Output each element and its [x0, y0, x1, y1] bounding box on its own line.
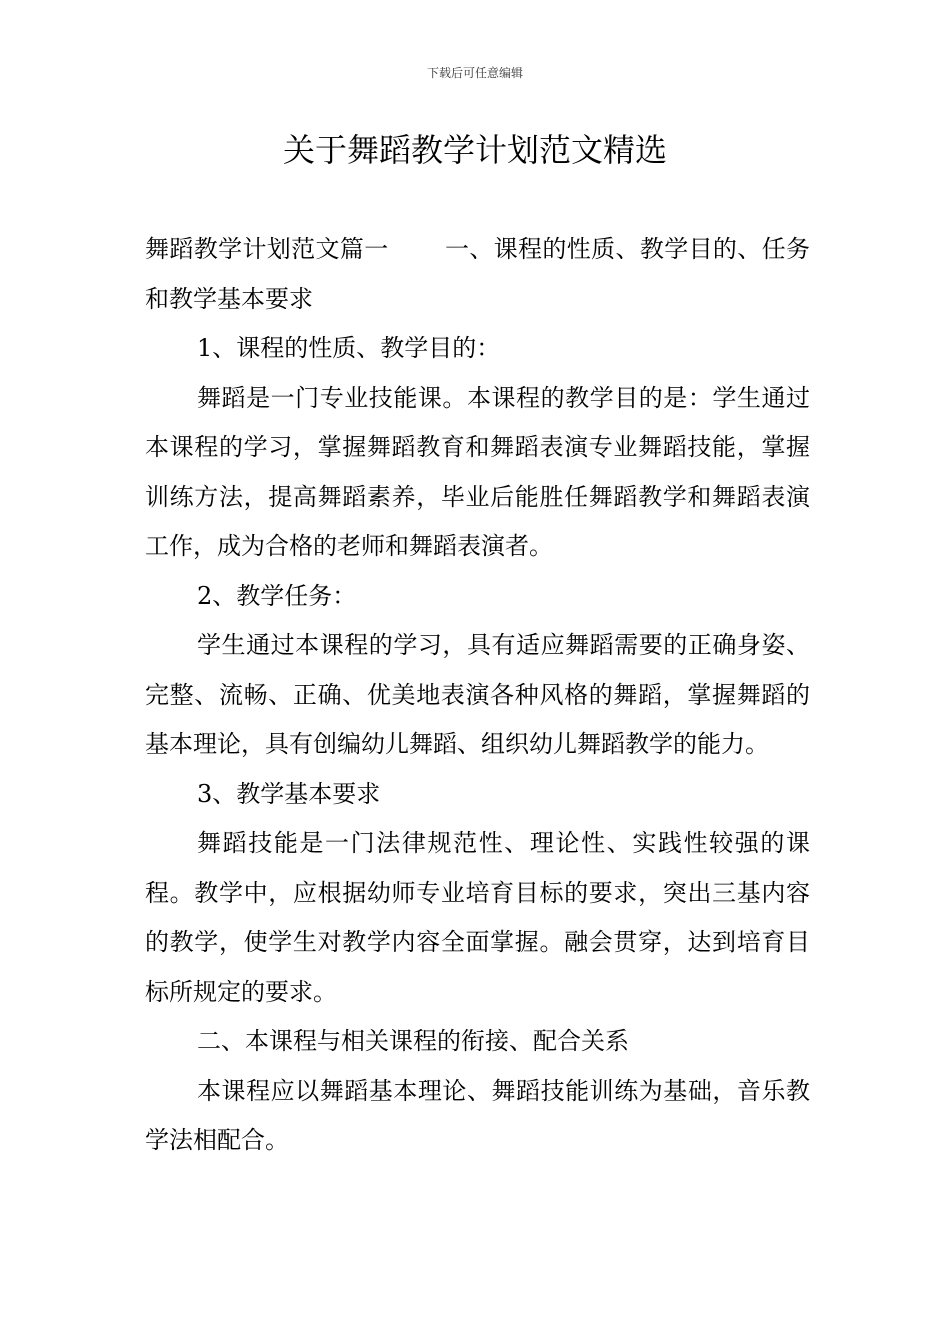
document-body [145, 225, 810, 1166]
paragraph: 学生通过本课程的学习，具有适应舞蹈需要的正确身姿、完整、流畅、正确、优美地表演各种风格的舞蹈，掌握舞蹈的基本理论，具有创编幼儿舞蹈、组织幼儿舞蹈教学的能力。 [145, 631, 810, 758]
section-heading: 二、本课程与相关课程的衔接、配合关系 [197, 1027, 629, 1055]
intro-section-heading: 一、课程的性质、教学目的、任务和教学基本要求 [145, 235, 811, 313]
paragraph: 舞蹈是一门专业技能课。本课程的教学目的是：学生通过本课程的学习，掌握舞蹈教育和舞蹈表演专业舞蹈技能，掌握训练方法，提高舞蹈素养，毕业后能胜任舞蹈教学和舞蹈表演工作，成为合格的老师和舞蹈表演者。 [145, 383, 810, 560]
section-heading: 3、教学基本要求 [197, 779, 381, 808]
paragraph: 舞蹈技能是一门法律规范性、理论性、实践性较强的课程。教学中，应根据幼师专业培育目标的要求，突出三基内容的教学，使学生对教学内容全面掌握。融会贯穿，达到培育目标所规定的要求。 [145, 829, 810, 1006]
section-heading: 1、课程的性质、教学目的： [197, 334, 501, 362]
header-note: 下载后可任意编辑 [426, 66, 523, 80]
intro-heading: 舞蹈教学计划范文篇一 [145, 235, 389, 263]
intro-paragraph [145, 225, 810, 324]
section-heading: 2、教学任务： [197, 581, 357, 610]
paragraph: 本课程应以舞蹈基本理论、舞蹈技能训练为基础，音乐教学法相配合。 [145, 1076, 810, 1154]
document-title: 关于舞蹈教学计划范文精选 [282, 131, 667, 169]
